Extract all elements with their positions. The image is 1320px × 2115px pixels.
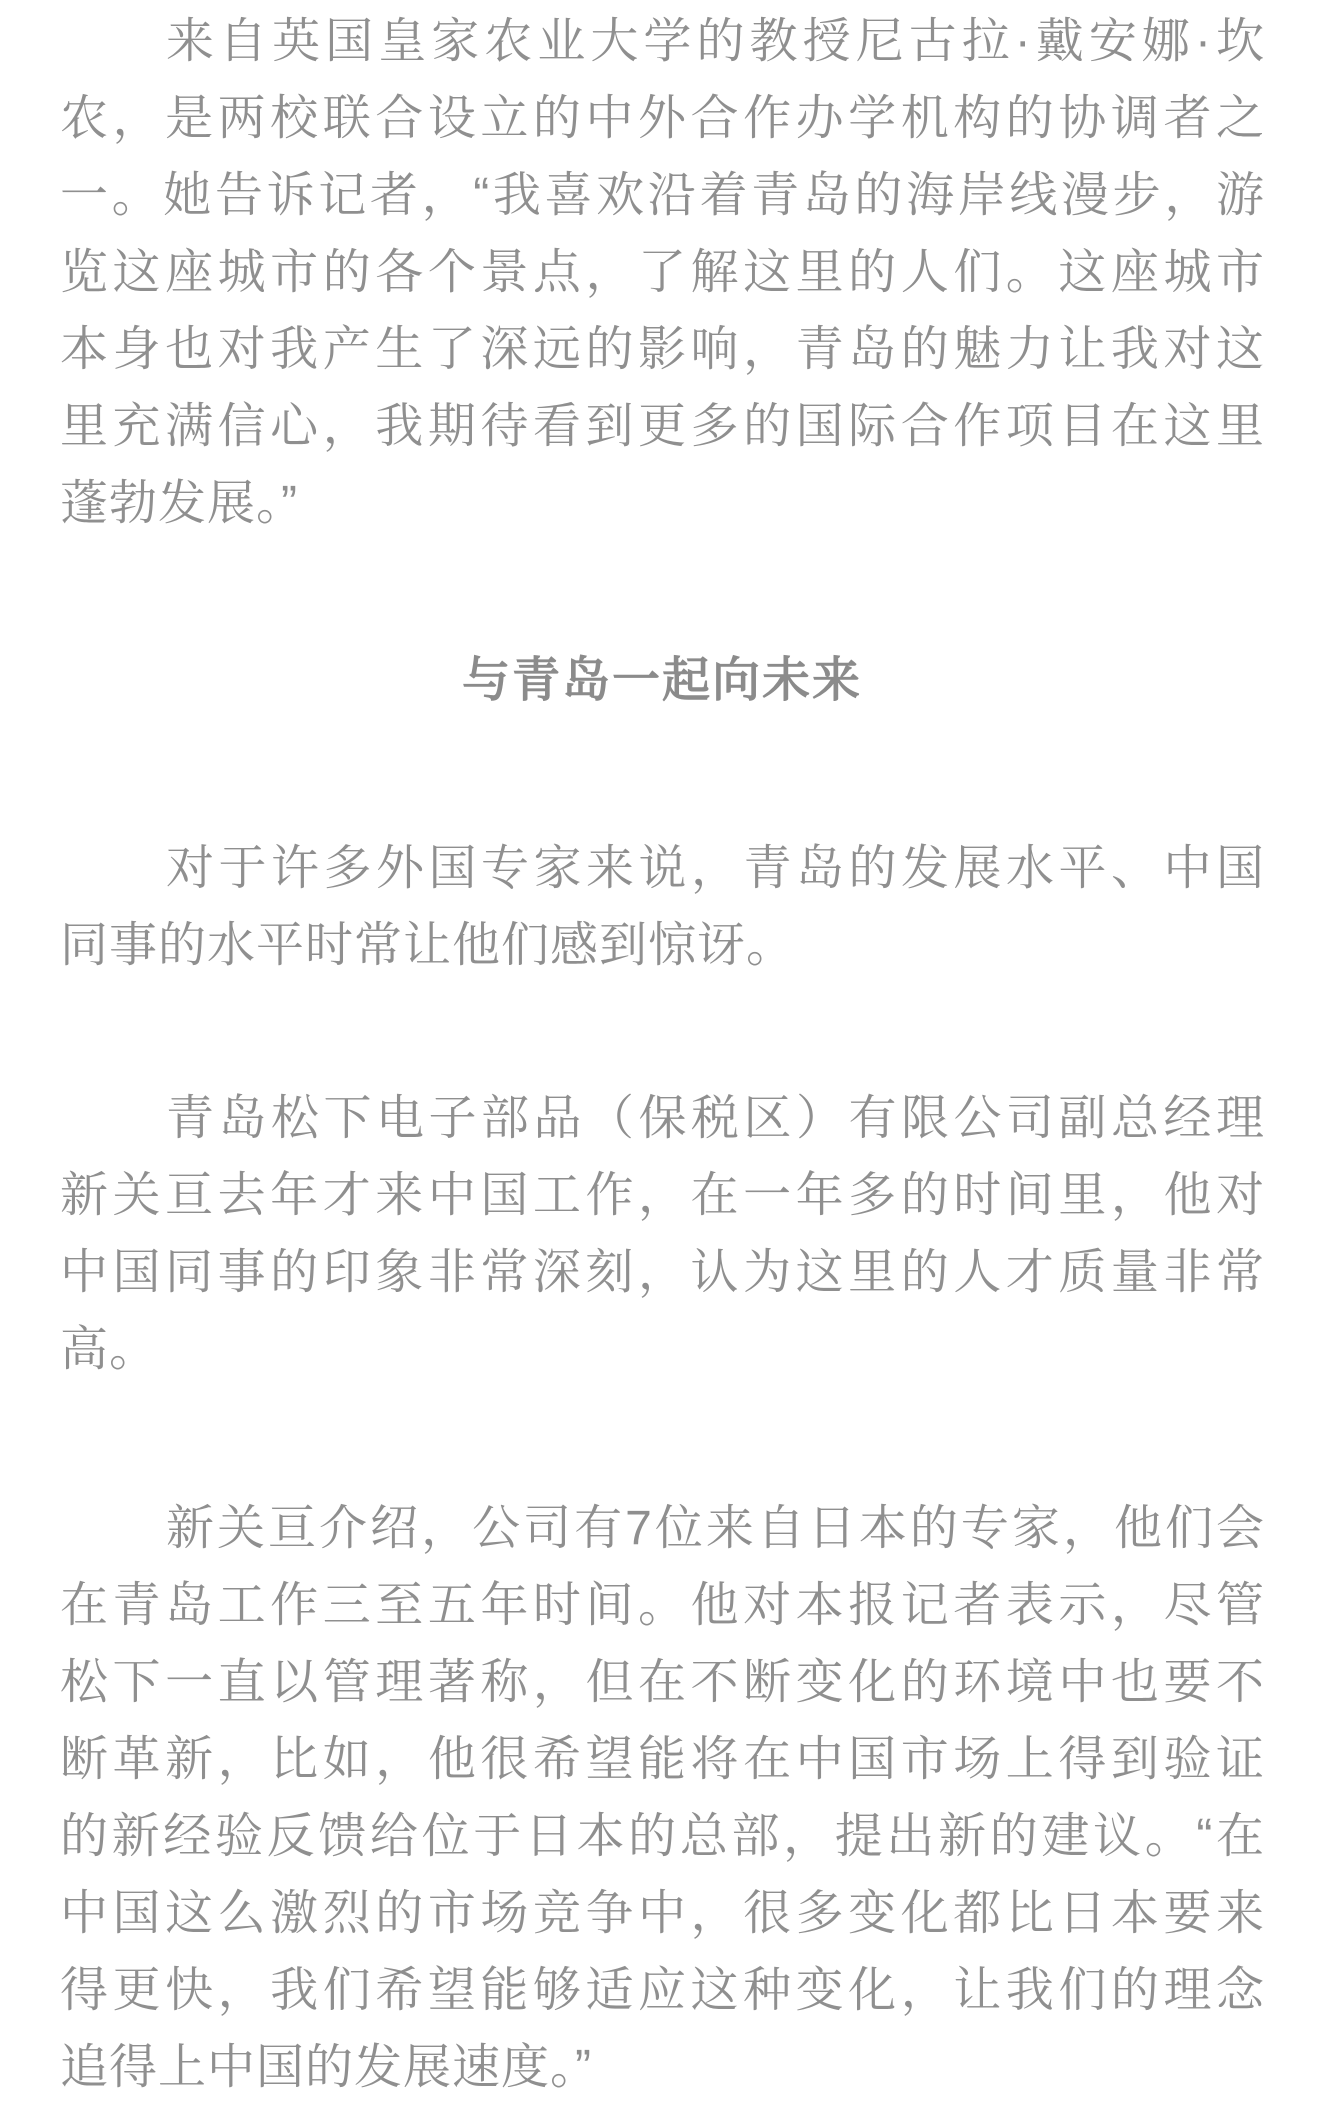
text-line: 一。她告诉记者，“我喜欢沿着青岛的海岸线漫步，游	[60, 169, 1264, 222]
text-line: 览这座城市的各个景点，了解这里的人们。这座城市	[60, 246, 1264, 299]
text-line: 蓬勃发展。”	[60, 477, 298, 530]
text-line: 本身也对我产生了深远的影响，青岛的魅力让我对这	[60, 323, 1264, 376]
text-line: 在青岛工作三至五年时间。他对本报记者表示，尽管	[60, 1579, 1264, 1632]
text-line: 对于许多外国专家来说，青岛的发展水平、中国	[166, 842, 1264, 895]
paragraph	[60, 1490, 1264, 2106]
text-line: 新关亘去年才来中国工作，在一年多的时间里，他对	[60, 1169, 1264, 1222]
text-line: 中国这么激烈的市场竞争中，很多变化都比日本要来	[60, 1887, 1264, 1940]
text-line: 的新经验反馈给位于日本的总部，提出新的建议。“在	[60, 1810, 1264, 1863]
text-line: 新关亘介绍，公司有7位来自日本的专家，他们会	[166, 1502, 1264, 1555]
text-line: 青岛松下电子部品（保税区）有限公司副总经理	[166, 1092, 1264, 1145]
text-line: 高。	[60, 1323, 159, 1376]
text-line: 来自英国皇家农业大学的教授尼古拉·戴安娜·坎	[166, 15, 1264, 68]
text-line: 松下一直以管理著称，但在不断变化的环境中也要不	[60, 1656, 1264, 1709]
text-line: 农，是两校联合设立的中外合作办学机构的协调者之	[60, 92, 1264, 145]
intro-paragraph	[60, 3, 1264, 542]
text-line: 里充满信心，我期待看到更多的国际合作项目在这里	[60, 400, 1264, 453]
paragraph	[60, 830, 1264, 984]
section-heading: 与青岛一起向未来	[461, 654, 862, 707]
text-line: 中国同事的印象非常深刻，认为这里的人才质量非常	[60, 1246, 1264, 1299]
text-line: 追得上中国的发展速度。”	[60, 2041, 592, 2094]
paragraph	[60, 1080, 1264, 1388]
text-line: 断革新，比如，他很希望能将在中国市场上得到验证	[60, 1733, 1264, 1786]
text-line: 同事的水平时常让他们感到惊讶。	[60, 919, 796, 972]
text-line: 得更快，我们希望能够适应这种变化，让我们的理念	[60, 1964, 1264, 2017]
